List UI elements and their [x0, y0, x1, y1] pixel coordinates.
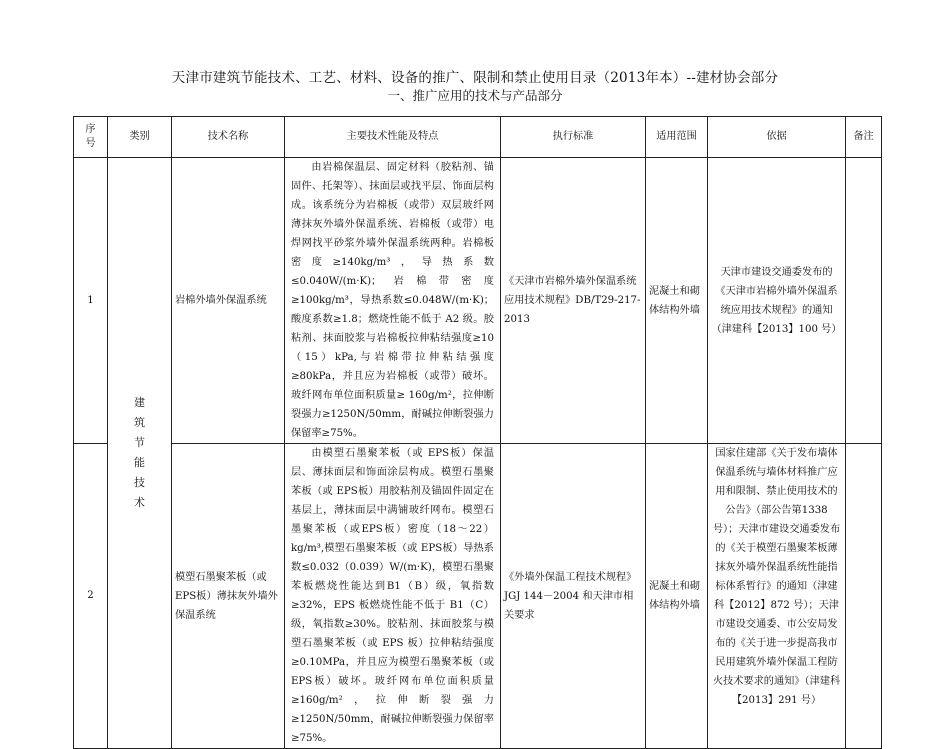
table-row — [74, 158, 882, 444]
header-scope: 适用范围 — [646, 117, 708, 158]
table-header-row — [74, 117, 882, 158]
tech-performance — [285, 158, 501, 444]
header-remarks: 备注 — [846, 117, 882, 158]
performance-text: 由岩棉保温层、固定材料（胶粘剂、锚固件、托架等）、抹面层或找平层、饰面层构成。该系统分为岩棉板（或带）双层玻纤网薄抹灰外墙外保温系统、岩棉板（或带）电焊网找平砂浆外墙外保温系统两种。岩棉板密度≥140kg/m³，导热系数≤0.040W/(m·K)；岩棉带密度≥100kg/m³，导热系数≤0.048W/(m·K)；酸度系数≥1.8；燃烧性能不低于 A2 级。胶粘剂、抹面胶浆与岩棉板拉伸粘结强度≥10（15）kPa,与岩棉带拉伸粘结强度≥80kPa，并且应为岩棉板（或带）破坏。玻纤网布单位面积质量≥ 160g/m²，拉伸断裂强力≥1250N/50mm，耐碱拉伸断裂强力保留率≥75%。 — [291, 162, 494, 439]
category-char: 术 — [134, 496, 145, 509]
category-char: 筑 — [134, 416, 145, 429]
header-index: 序号 — [74, 117, 108, 158]
tech-scope: 泥凝土和砌体结构外墙 — [646, 444, 708, 749]
section-subtitle: 一、推广应用的技术与产品部分 — [387, 88, 563, 103]
header-performance: 主要技术性能及特点 — [285, 117, 501, 158]
tech-remarks — [846, 444, 882, 749]
tech-basis: 国家住建部《关于发布墙体保温系统与墙体材料推广应用和限制、禁止使用技术的公告》（部公告第1338 号）；天津市建设交通委发布的《关于模塑石墨聚苯板薄抹灰外墙外保温系统性能指标体系暂行》的通知（津建科【2012】872 号）；天津市建设交通委、市公安局发布的《关于进一步提高我市民用建筑外墙外保温工程防火技术要求的通知》（津建科【2013】291 号） — [708, 444, 846, 749]
category-cell — [108, 158, 172, 749]
row-index: 2 — [74, 444, 108, 749]
tech-standard: 《外墙外保温工程技术规程》JGJ 144－2004 和天津市相关要求 — [501, 444, 646, 749]
document-title: 天津市建筑节能技术、工艺、材料、设备的推广、限制和禁止使用目录（2013年本）--建材协会部分 — [171, 70, 779, 86]
category-char: 建 — [134, 396, 145, 409]
tech-name: 模塑石墨聚苯板（或EPS板）薄抹灰外墙外保温系统 — [172, 444, 285, 749]
tech-name: 岩棉外墙外保温系统 — [172, 158, 285, 444]
tech-standard: 《天津市岩棉外墙外保温系统应用技术规程》DB/T29-217-2013 — [501, 158, 646, 444]
performance-text: 由模塑石墨聚苯板（或 EPS板）保温层、薄抹面层和饰面涂层构成。模塑石墨聚苯板（或 EPS板）用胶粘剂及锚固件固定在基层上，薄抹面层中满铺玻纤网布。模塑石墨聚苯板（或EPS板）密度（18～22）kg/m³,模塑石墨聚苯板（或 EPS板）导热系数≤0.032（0.039）W/(m·K)，模塑石墨聚苯板燃烧性能达到B1（B）级，氧指数≥32%，EPS 板燃烧性能不低于 B1（C）级，氧指数≥30%。胶粘剂、抹面胶浆与模塑石墨聚苯板（或 EPS 板）拉伸粘结强度≥0.10MPa，并且应为模塑石墨聚苯板（或EPS板）破坏。玻纤网布单位面积质量≥160g/m²，拉伸断裂强力≥1250N/50mm，耐碱拉伸断裂强力保留率≥75%。 — [291, 448, 494, 744]
tech-basis: 天津市建设交通委发布的《天津市岩棉外墙外保温系统应用技术规程》的通知（津建科【2013】100 号） — [708, 158, 846, 444]
header-name: 技术名称 — [172, 117, 285, 158]
tech-scope: 泥凝土和砌体结构外墙 — [646, 158, 708, 444]
tech-remarks — [846, 158, 882, 444]
header-standard: 执行标准 — [501, 117, 646, 158]
row-index: 1 — [74, 158, 108, 444]
category-char: 节 — [134, 436, 145, 449]
header-category: 类别 — [108, 117, 172, 158]
category-char: 能 — [134, 456, 145, 469]
table-row — [74, 444, 882, 749]
catalog-table — [73, 116, 882, 749]
category-char: 技 — [134, 476, 145, 489]
header-basis: 依据 — [708, 117, 846, 158]
tech-performance — [285, 444, 501, 749]
